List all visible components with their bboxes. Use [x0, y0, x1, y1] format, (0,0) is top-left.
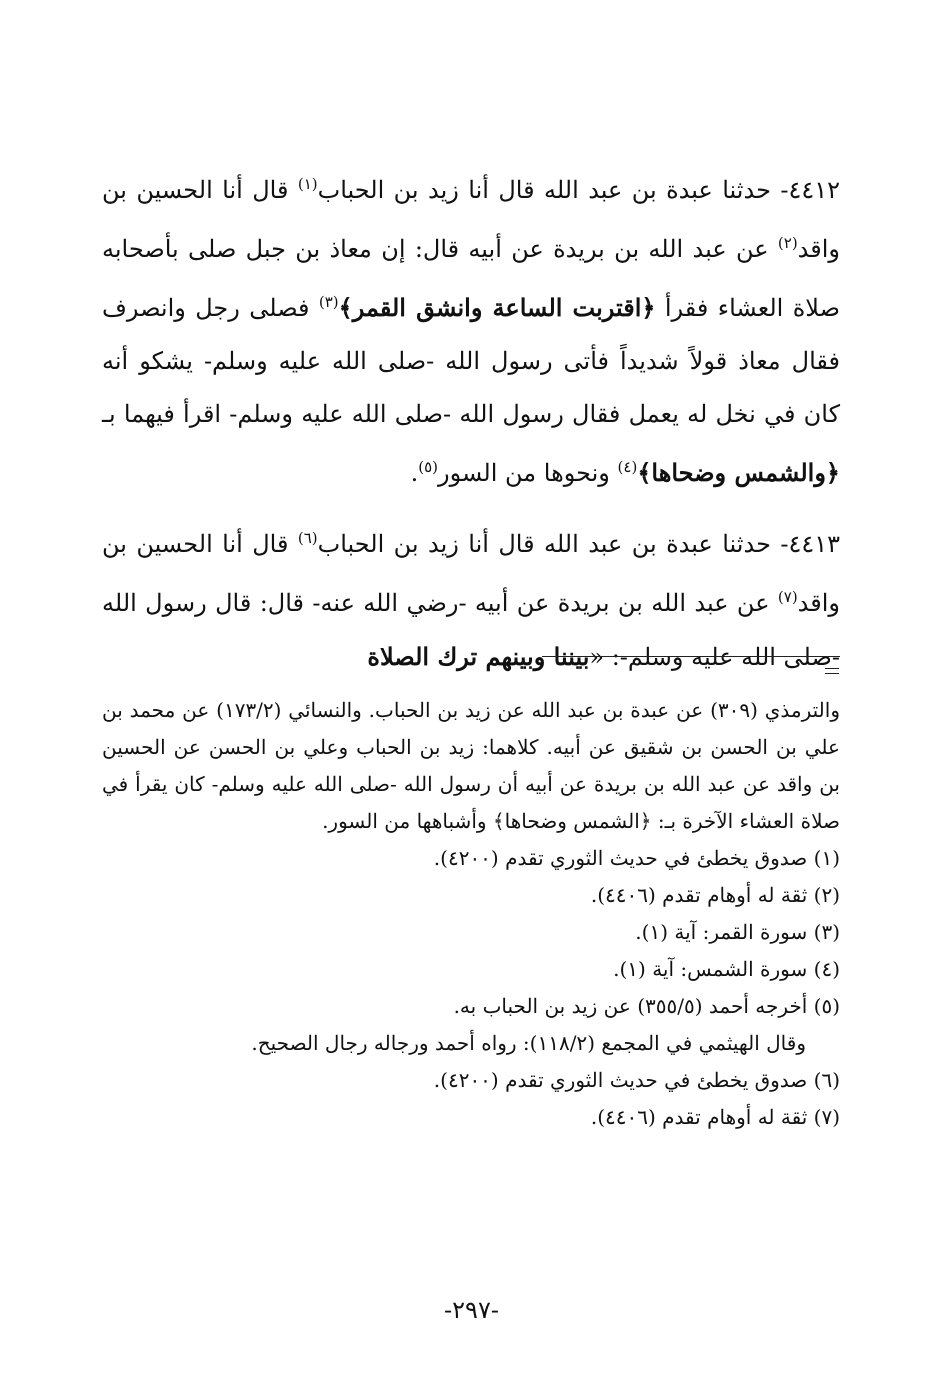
main-text — [102, 158, 840, 684]
footnote-6: (٦) صدوق يخطئ في حديث الثوري تقدم (٤٢٠٠). — [433, 1068, 840, 1092]
footnote-ref: (٦) — [297, 529, 318, 547]
footnote-separator — [542, 656, 840, 657]
hadith-text: عن عبد الله بن بريدة عن أبيه -رضي الله عنه- قال: قال رسول الله -صلى الله عليه وسلم-: « — [102, 589, 840, 671]
footnote-2: (٢) ثقة له أوهام تقدم (٤٤٠٦). — [590, 883, 840, 907]
hadith-text: عن عبد الله بن بريدة عن أبيه قال: إن معاذ بن جبل صلى بأصحابه صلاة العشاء فقرأ — [102, 235, 841, 322]
continuation-mark — [825, 668, 839, 678]
footnote-5-extra: وقال الهيثمي في المجمع (١١٨/٢): رواه أحمد ورجاله رجال الصحيح. — [251, 1031, 806, 1055]
hadith-text: قال أنا الحسين بن واقد — [102, 176, 840, 263]
footnote-ref: (٣) — [318, 293, 339, 311]
hadith-text: ٤٤١٣- حدثنا عبدة بن عبد الله قال أنا زيد بن الحباب — [317, 530, 840, 558]
hadith-4413 — [102, 512, 840, 684]
quoted-text: ﴿والشمس وضحاها﴾ — [637, 458, 840, 487]
footnote-ref: (٤) — [617, 458, 638, 476]
hadith-text: . — [410, 459, 419, 487]
hadith-text: ونحوها من السور — [438, 459, 618, 487]
footnote-3: (٣) سورة القمر: آية (١). — [635, 920, 840, 944]
footnote-1: (١) صدوق يخطئ في حديث الثوري تقدم (٤٢٠٠). — [433, 846, 840, 870]
page-number: -٢٩٧- — [444, 1296, 499, 1324]
hadith-text: فصلى رجل وانصرف فقال معاذ قولاً شديداً فأتى رسول الله -صلى الله عليه وسلم- يشكو أنه كان في نخل له يعمل فقال رسول الله -صلى الله عليه وسلم- اقرأ فيهما بـ — [102, 294, 840, 428]
footnote-7: (٧) ثقة له أوهام تقدم (٤٤٠٦). — [590, 1105, 840, 1129]
footnotes — [102, 692, 840, 1136]
footnote-4: (٤) سورة الشمس: آية (١). — [613, 957, 840, 981]
footnote-5: (٥) أخرجه أحمد (٣٥٥/٥) عن زيد بن الحباب به. — [453, 994, 840, 1018]
footnote-ref: (١) — [297, 175, 318, 193]
footnote-continuation: والترمذي (٣٠٩) عن عبدة بن عبد الله عن زيد بن الحباب. والنسائي (١٧٣/٢) عن محمد بن علي بن الحسن بن شقيق عن أبيه. كلاهما: زيد بن الحباب وعلي بن الحسن عن الحسين بن واقد عن عبد الله بن بريدة عن أبيه أن رسول الله -صلى الله عليه وسلم- كان يقرأ في صلاة العشاء الآخرة بـ: ﴿الشمس وضحاها﴾ وأشباهها من السور. — [102, 698, 840, 833]
hadith-text: ٤٤١٢- حدثنا عبدة بن عبد الله قال أنا زيد بن الحباب — [317, 176, 840, 204]
hadith-4412 — [102, 158, 840, 500]
quoted-text: بيننا وبينهم ترك الصلاة — [367, 642, 590, 671]
hadith-text: قال أنا الحسين بن واقد — [102, 530, 840, 617]
footnote-ref: (٥) — [418, 458, 438, 476]
footnote-ref: (٢) — [777, 234, 798, 252]
quoted-text: ﴿اقتربت الساعة وانشق القمر﴾ — [338, 293, 656, 322]
footnote-ref: (٧) — [777, 588, 798, 606]
